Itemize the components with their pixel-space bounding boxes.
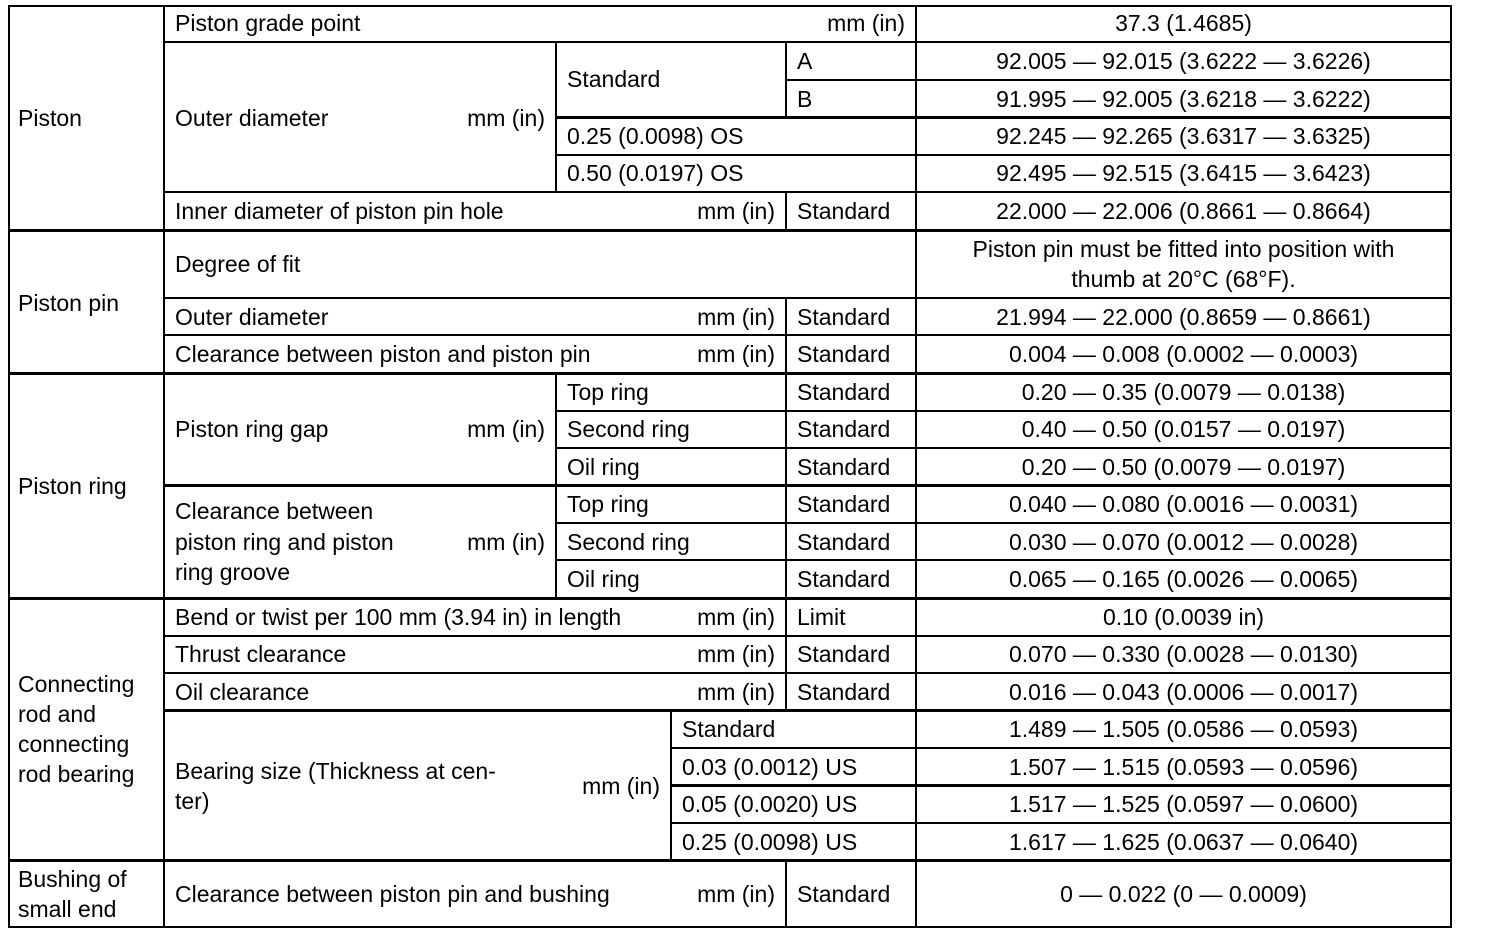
- section-piston: Piston: [18, 105, 82, 131]
- thrust-value: 0.070 — 0.330 (0.0028 — 0.0130): [1008, 641, 1359, 667]
- bushing-clearance-unit: mm (in): [697, 881, 775, 907]
- bearing-us-025-value: 1.617 — 1.625 (0.0637 — 0.0640): [1008, 829, 1359, 855]
- groove-oil-spec: Standard: [797, 566, 891, 592]
- line: [785, 297, 787, 374]
- bearing-us-005-value: 1.517 — 1.525 (0.0597 — 0.0600): [1008, 791, 1359, 817]
- groove-oil: Oil ring: [567, 566, 640, 592]
- line: [555, 410, 1452, 412]
- line: [163, 672, 1452, 674]
- bend-spec: Limit: [797, 604, 846, 630]
- line: [163, 334, 1452, 336]
- pin-hole-label: Inner diameter of piston pin hole: [175, 198, 504, 224]
- pin-clearance-spec: Standard: [797, 341, 891, 367]
- groove-clearance-label-line1: Clearance between: [175, 498, 374, 524]
- pin-hole-spec: Standard: [797, 198, 891, 224]
- pin-hole-value: 22.000 — 22.006 (0.8661 — 0.8664): [996, 198, 1371, 224]
- pin-clearance-unit: mm (in): [697, 341, 775, 367]
- section-conrod-line4: rod bearing: [18, 761, 135, 787]
- bend-value: 0.10 (0.0039 in): [1102, 604, 1265, 630]
- section-conrod-line3: connecting: [18, 731, 130, 757]
- border-left: [8, 5, 10, 928]
- divider-conrod-end: [8, 859, 1452, 862]
- oil-clearance-label: Oil clearance: [175, 679, 310, 705]
- bearing-label-line2: ter): [175, 788, 210, 814]
- outer-diameter-unit: mm (in): [467, 105, 545, 131]
- line: [670, 747, 1452, 749]
- oil-clearance-spec: Standard: [797, 679, 891, 705]
- bearing-unit: mm (in): [582, 773, 660, 799]
- line: [555, 559, 1452, 561]
- line: [670, 784, 1452, 787]
- bearing-us-003-value: 1.507 — 1.515 (0.0593 — 0.0596): [1008, 754, 1359, 780]
- bearing-us-003: 0.03 (0.0012) US: [682, 754, 858, 780]
- line: [163, 484, 1452, 487]
- ring-gap-second: Second ring: [567, 416, 690, 442]
- degree-of-fit-value-line1: Piston pin must be fitted into position with: [972, 236, 1395, 262]
- thrust-unit: mm (in): [697, 641, 775, 667]
- os-050-label: 0.50 (0.0197) OS: [567, 160, 744, 186]
- thrust-label: Thrust clearance: [175, 641, 347, 667]
- bend-unit: mm (in): [697, 604, 775, 630]
- bearing-label-line1: Bearing size (Thickness at cen-: [175, 758, 496, 784]
- divider-piston-end: [8, 229, 1452, 232]
- oil-clearance-unit: mm (in): [697, 679, 775, 705]
- grade-point-value: 37.3 (1.4685): [1115, 10, 1252, 36]
- line: [163, 41, 1452, 43]
- bearing-us-025: 0.25 (0.0098) US: [682, 829, 858, 855]
- section-piston-pin: Piston pin: [18, 290, 120, 316]
- pin-outer-diameter-value: 21.994 — 22.000 (0.8659 — 0.8661): [996, 304, 1371, 330]
- pin-outer-diameter-label: Outer diameter: [175, 304, 329, 330]
- line: [785, 79, 1452, 81]
- section-conrod-line1: Connecting: [18, 671, 135, 697]
- divider-pin-end: [8, 372, 1452, 375]
- pin-outer-diameter-spec: Standard: [797, 304, 891, 330]
- ring-gap-label: Piston ring gap: [175, 416, 329, 442]
- os-025-label: 0.25 (0.0098) OS: [567, 123, 744, 149]
- section-piston-ring: Piston ring: [18, 473, 127, 499]
- line: [670, 709, 672, 861]
- line: [785, 597, 787, 710]
- bearing-us-005: 0.05 (0.0020) US: [682, 791, 858, 817]
- line: [555, 447, 1452, 449]
- ring-gap-top-spec: Standard: [797, 379, 891, 405]
- line: [555, 41, 557, 192]
- groove-second: Second ring: [567, 529, 690, 555]
- bearing-standard: Standard: [682, 716, 776, 742]
- groove-clearance-label-line2: piston ring and piston: [175, 529, 394, 555]
- line: [163, 635, 1452, 637]
- line: [163, 709, 1452, 712]
- section-bushing-line2: small end: [18, 896, 117, 922]
- grade-a-value: 92.005 — 92.015 (3.6222 — 3.6226): [996, 48, 1371, 74]
- thrust-spec: Standard: [797, 641, 891, 667]
- pin-outer-diameter-unit: mm (in): [697, 304, 775, 330]
- ring-gap-second-value: 0.40 — 0.50 (0.0157 — 0.0197): [1021, 416, 1346, 442]
- grade-a: A: [797, 48, 813, 74]
- grade-b-value: 91.995 — 92.005 (3.6218 — 3.6222): [996, 86, 1371, 112]
- degree-of-fit-value-line2: thumb at 20°C (68°F).: [1071, 266, 1296, 292]
- groove-clearance-unit: mm (in): [467, 529, 545, 555]
- divider-ring-end: [8, 597, 1452, 600]
- bushing-clearance-value: 0 — 0.022 (0 — 0.0009): [1060, 881, 1307, 907]
- groove-second-value: 0.030 — 0.070 (0.0012 — 0.0028): [1008, 529, 1359, 555]
- line: [555, 372, 557, 598]
- groove-second-spec: Standard: [797, 529, 891, 555]
- ring-gap-oil: Oil ring: [567, 454, 640, 480]
- bushing-clearance-label: Clearance between piston pin and bushing: [175, 881, 610, 907]
- pin-clearance-value: 0.004 — 0.008 (0.0002 — 0.0003): [1008, 341, 1359, 367]
- border-bottom: [8, 926, 1452, 928]
- line: [555, 154, 1452, 156]
- border-right: [1450, 5, 1452, 928]
- line: [785, 859, 787, 928]
- ring-gap-unit: mm (in): [467, 416, 545, 442]
- pin-clearance-label: Clearance between piston and piston pin: [175, 341, 591, 367]
- groove-clearance-label-line3: ring groove: [175, 559, 291, 585]
- line: [785, 41, 787, 118]
- groove-top-spec: Standard: [797, 491, 891, 517]
- groove-top-value: 0.040 — 0.080 (0.0016 — 0.0031): [1008, 491, 1359, 517]
- ring-gap-second-spec: Standard: [797, 416, 891, 442]
- line: [163, 297, 1452, 299]
- line: [555, 116, 1452, 119]
- section-conrod-line2: rod and: [18, 701, 97, 727]
- ring-gap-top-value: 0.20 — 0.35 (0.0079 — 0.0138): [1021, 379, 1346, 405]
- section-bushing-line1: Bushing of: [18, 866, 127, 892]
- grade-point-label: Piston grade point: [175, 10, 361, 36]
- grade-point-unit: mm (in): [827, 10, 905, 36]
- oil-clearance-value: 0.016 — 0.043 (0.0006 — 0.0017): [1008, 679, 1359, 705]
- groove-top: Top ring: [567, 491, 649, 517]
- line: [785, 191, 787, 231]
- degree-of-fit-label: Degree of fit: [175, 251, 301, 277]
- line: [785, 372, 787, 598]
- ring-gap-oil-spec: Standard: [797, 454, 891, 480]
- grade-b: B: [797, 86, 813, 112]
- ring-gap-oil-value: 0.20 — 0.50 (0.0079 — 0.0197): [1021, 454, 1346, 480]
- outer-diameter-label: Outer diameter: [175, 105, 329, 131]
- outer-diameter-standard: Standard: [567, 66, 661, 92]
- groove-oil-value: 0.065 — 0.165 (0.0026 — 0.0065): [1008, 566, 1359, 592]
- os-025-value: 92.245 — 92.265 (3.6317 — 3.6325): [996, 123, 1371, 149]
- bushing-clearance-spec: Standard: [797, 881, 891, 907]
- line: [555, 522, 1452, 524]
- bearing-standard-value: 1.489 — 1.505 (0.0586 — 0.0593): [1008, 716, 1359, 742]
- border-top: [8, 5, 1452, 7]
- os-050-value: 92.495 — 92.515 (3.6415 — 3.6423): [996, 160, 1371, 186]
- line: [163, 191, 1452, 193]
- divider-section-col: [163, 5, 165, 928]
- line: [670, 822, 1452, 824]
- pin-hole-unit: mm (in): [697, 198, 775, 224]
- bend-label: Bend or twist per 100 mm (3.94 in) in length: [175, 604, 622, 630]
- ring-gap-top: Top ring: [567, 379, 649, 405]
